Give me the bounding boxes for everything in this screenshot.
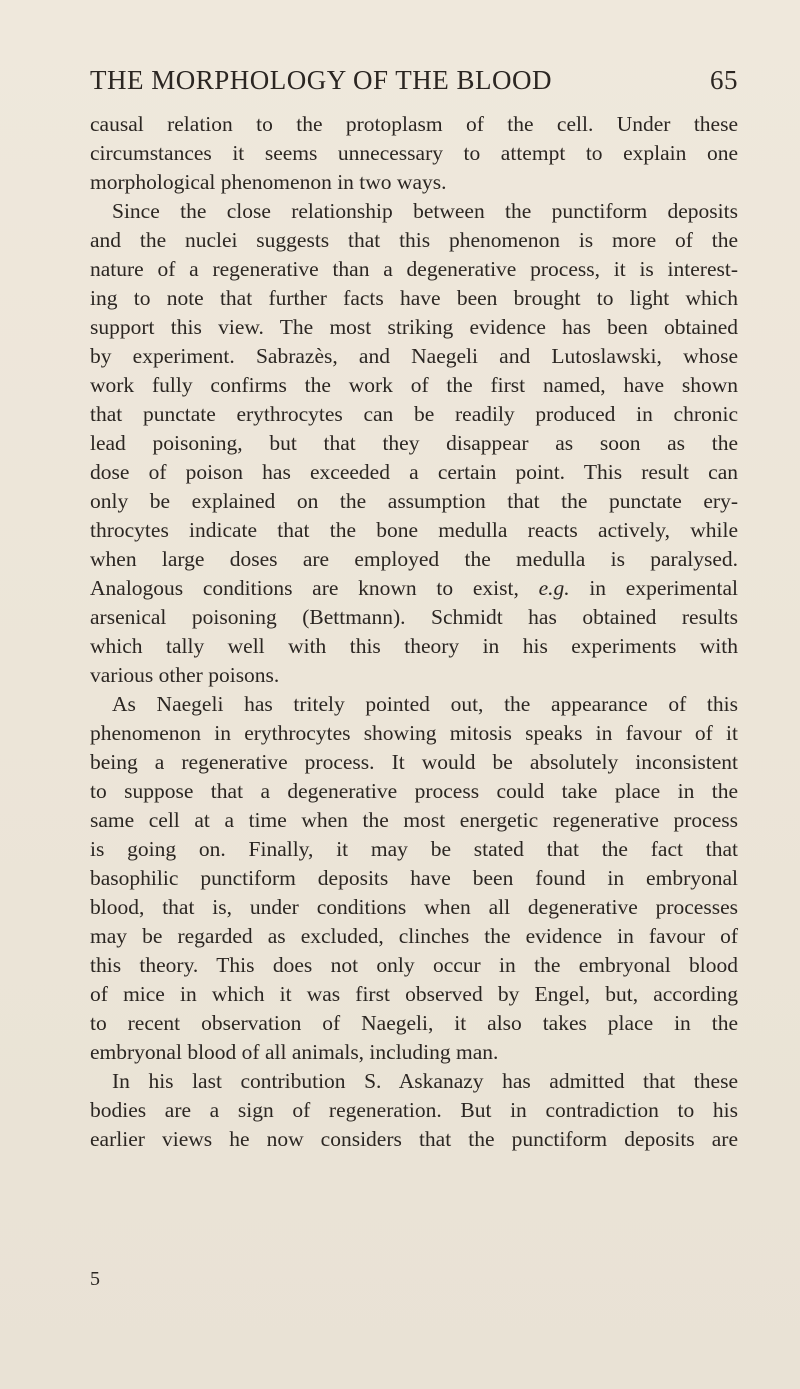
text-line: and the nuclei suggests that this phenomenon is more of the [90,228,738,252]
text-line: to suppose that a degenerative process could take place in the [90,779,738,803]
text-line: to recent observation of Naegeli, it also takes place in the [90,1011,738,1035]
paragraph-3 [90,690,738,1067]
text-line: As Naegeli has tritely pointed out, the appearance of this [112,692,738,716]
page-number: 65 [710,65,738,95]
running-head-title: THE MORPHOLOGY OF THE BLOOD [90,65,553,95]
text-line: nature of a regenerative than a degenerative process, it is interest- [90,257,738,281]
paragraph-4 [90,1067,738,1154]
text-line: this theory. This does not only occur in the embryonal blood [90,953,738,977]
text-line: Analogous conditions are known to exist, e.g. in experimental [90,576,739,600]
text-line: throcytes indicate that the bone medulla reacts actively, while [90,518,738,542]
body-text [90,110,738,1154]
text-line: only be explained on the assumption that the punctate ery- [90,489,738,513]
text-line: bodies are a sign of regeneration. But in contradiction to his [90,1098,738,1122]
text-line: which tally well with this theory in his experiments with [90,634,738,658]
text-line: work fully confirms the work of the first named, have shown [90,373,738,397]
text-line: that punctate erythrocytes can be readily produced in chronic [90,402,738,426]
text-line: earlier views he now considers that the punctiform deposits are [90,1127,738,1151]
text-line: basophilic punctiform deposits have been found in embryonal [90,866,738,890]
text-line: may be regarded as excluded, clinches the evidence in favour of [90,924,738,948]
text-line: same cell at a time when the most energetic regenerative process [90,808,738,832]
text-line: morphological phenomenon in two ways. [90,170,447,194]
text-line: lead poisoning, but that they disappear as soon as the [90,431,738,455]
text-line: various other poisons. [90,663,280,687]
text-line: embryonal blood of all animals, including man. [90,1040,499,1064]
text-line: causal relation to the protoplasm of the cell. Under these [90,112,738,136]
text-line: arsenical poisoning (Bettmann). Schmidt has obtained results [90,605,738,629]
text-line: In his last contribution S. Askanazy has admitted that these [112,1069,738,1093]
text-line: support this view. The most striking evidence has been obtained [90,315,738,339]
running-head [90,58,738,102]
signature-mark: 5 [90,1268,100,1290]
text-line: is going on. Finally, it may be stated that the fact that [90,837,738,861]
text-line: of mice in which it was first observed by Engel, but, according [90,982,738,1006]
paragraph-1 [90,110,738,197]
text-line: when large doses are employed the medulla is paralysed. [90,547,738,571]
text-line: circumstances it seems unnecessary to attempt to explain one [90,141,738,165]
paragraph-2 [90,197,738,690]
text-line: phenomenon in erythrocytes showing mitosis speaks in favour of it [90,721,738,745]
text-line: by experiment. Sabrazès, and Naegeli and Lutoslawski, whose [90,344,738,368]
text-line: ing to note that further facts have been brought to light which [90,286,738,310]
text-line: being a regenerative process. It would be absolutely inconsistent [90,750,738,774]
text-line: dose of poison has exceeded a certain point. This result can [90,460,738,484]
text-line: Since the close relationship between the punctiform deposits [112,199,738,223]
text-line: blood, that is, under conditions when all degenerative processes [90,895,738,919]
